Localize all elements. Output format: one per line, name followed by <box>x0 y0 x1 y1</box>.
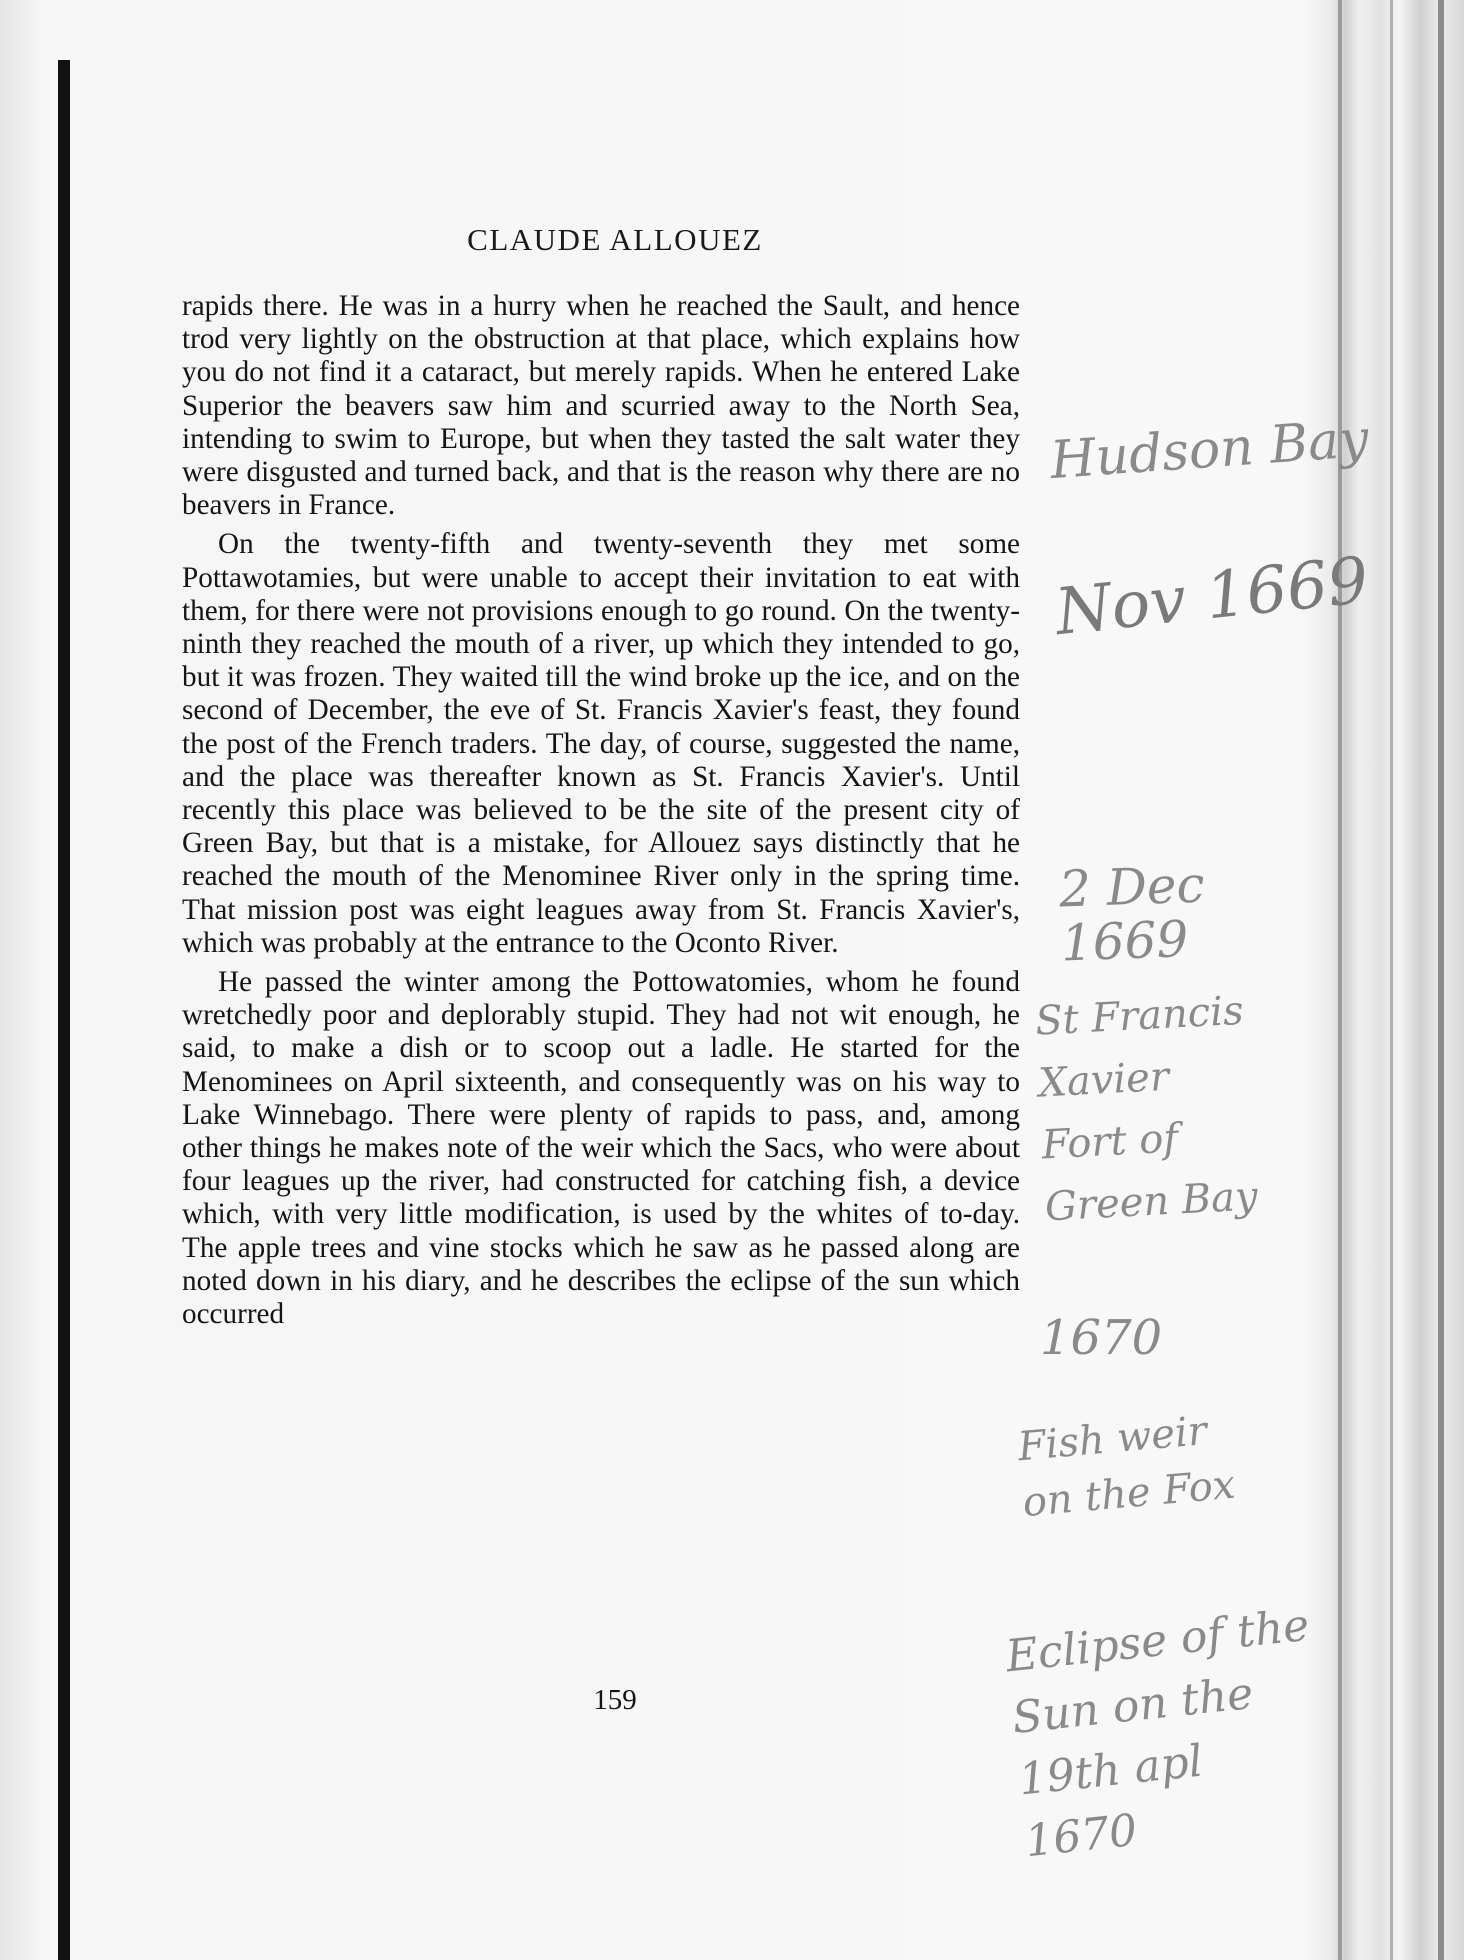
margin-note-nov-1669: Nov 1669 <box>1051 543 1372 651</box>
margin-note-st-francis <box>1034 980 1259 1239</box>
margin-note-line: on the Fox <box>1020 1461 1238 1527</box>
page-stack-edge <box>1390 0 1393 1960</box>
body-text <box>182 290 1020 1331</box>
paragraph: He passed the winter among the Pottowatomies, whom he found wretchedly poor and deplorably stupid. They had not wit enough, he said, to make a dish or to scoop out a ladle. He started for the Menominees on April sixteenth, and consequently was on his way to Lake Winnebago. There were plenty of rapids to pass, and, among other things he makes note of the weir which the Sacs, who were about four leagues up the river, had constructed for catching fish, a device which, with very little modification, is used by the whites of to-day. The apple trees and vine stocks which he saw as he passed along are noted down in his diary, and he describes the eclipse of the sun which occurred <box>182 966 1020 1331</box>
margin-note-line: 1670 <box>1022 1804 1140 1868</box>
margin-note-line: Eclipse of the <box>1003 1599 1312 1683</box>
running-head: CLAUDE ALLOUEZ <box>467 222 763 257</box>
margin-note-line: Fish weir <box>1015 1407 1209 1471</box>
paragraph: rapids there. He was in a hurry when he reached the Sault, and hence trod very lightly on the obstruction at that place, which explains how you do not find it a cataract, but merely rapids. When he entered Lake Superior the beavers saw him and scurried away to the North Sea, intending to swim to Europe, but when they tasted the salt water they were disgusted and turned back, and that is the reason why there are no beavers in France. <box>182 290 1020 522</box>
page-stack-edge <box>1338 0 1342 1960</box>
margin-note-line: Fort of <box>1040 1115 1180 1169</box>
page-stack-edge <box>1438 0 1444 1960</box>
margin-note-dec-1669 <box>1058 855 1207 973</box>
margin-note-line: St Francis <box>1034 987 1245 1045</box>
paragraph: On the twenty-fifth and twenty-seventh they met some Pottawotamies, but were unable to accept their invitation to eat with them, for there were not provisions enough to go round. On the twenty-ninth they reached the mouth of a river, up which they intended to go, but it was frozen. They waited till the wind broke up the ice, and on the second of December, the eve of St. Francis Xavier's feast, they found the post of the French traders. The day, of course, suggested the name, and the place was thereafter known as St. Francis Xavier's. Until recently this place was believed to be the site of the present city of Green Bay, but that is a mistake, for Allouez says distinctly that he reached the mouth of the Menominee River only in the spring time. That mission post was eight leagues away from St. Francis Xavier's, which was probably at the entrance to the Oconto River. <box>182 528 1020 959</box>
page-number: 159 <box>593 1684 637 1716</box>
margin-note-line: Green Bay <box>1043 1173 1259 1231</box>
margin-note-fish-weir <box>1016 1401 1238 1531</box>
margin-note-hudson-bay: Hudson Bay <box>1048 408 1371 492</box>
margin-note-line: Sun on the <box>1009 1667 1256 1744</box>
margin-note-line: Xavier <box>1037 1053 1171 1107</box>
margin-note-1670: 1670 <box>1040 1310 1163 1366</box>
book-spine-edge <box>58 60 70 1960</box>
margin-note-eclipse <box>1003 1595 1332 1873</box>
margin-note-line: 2 Dec <box>1058 855 1206 919</box>
margin-note-line: 19th apl <box>1016 1735 1206 1806</box>
margin-note-line: 1669 <box>1059 910 1190 973</box>
